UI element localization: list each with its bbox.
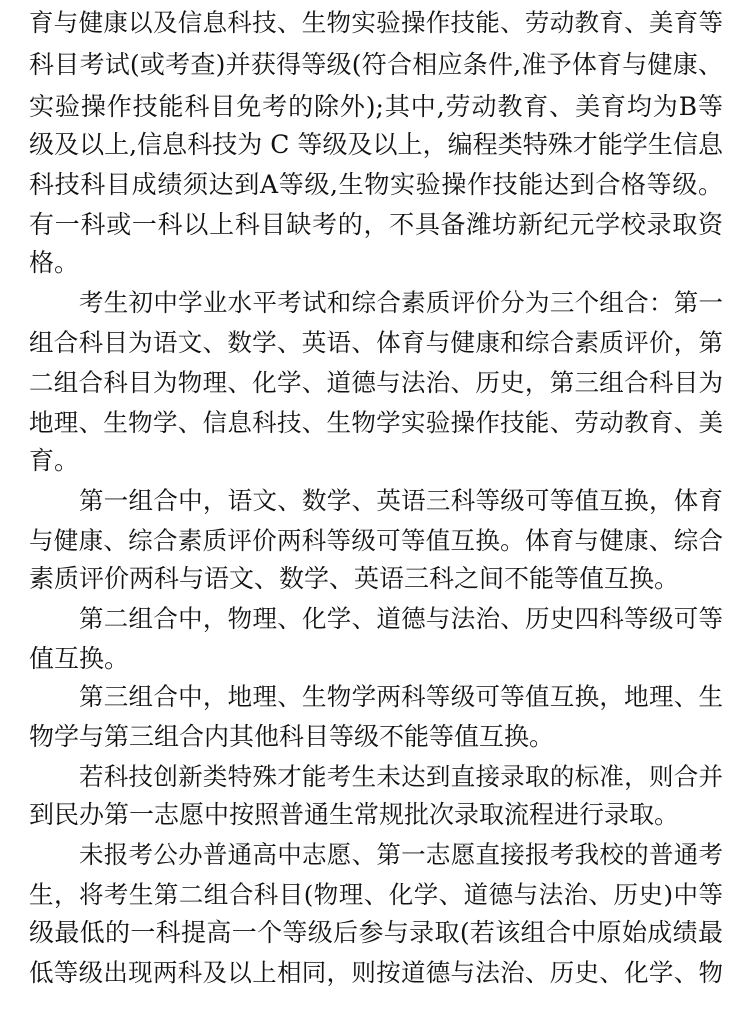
text-line: 生，将考生第二组合科目(物理、化学、道德与法治、历史)中等 xyxy=(29,880,723,909)
text-line: 值互换。 xyxy=(29,644,130,673)
paragraph-first-line: 若科技创新类特殊才能考生未达到直接录取的标准，则合并 xyxy=(79,762,723,791)
text-line: 组合科目为语文、数学、英语、体育与健康和综合素质评价，第 xyxy=(29,328,723,357)
text-line: 级最低的一科提高一个等级后参与录取(若该组合中原始成绩最 xyxy=(29,918,723,947)
text-line: 到民办第一志愿中按照普通生常规批次录取流程进行录取。 xyxy=(29,800,680,829)
paragraph-first-line: 第一组合中，语文、数学、英语三科等级可等值互换，体育 xyxy=(79,486,723,515)
text-line: 级及以上,信息科技为 C 等级及以上，编程类特殊才能学生信息 xyxy=(29,130,723,159)
text-line: 二组合科目为物理、化学、道德与法治、历史，第三组合科目为 xyxy=(29,368,723,397)
text-line: 物学与第三组合内其他科目等级不能等值互换。 xyxy=(29,722,555,751)
text-line: 有一科或一科以上科目缺考的，不具备潍坊新纪元学校录取资 xyxy=(29,210,723,239)
text-line: 格。 xyxy=(29,248,80,277)
text-line: 实验操作技能科目免考的除外);其中,劳动教育、美育均为B等 xyxy=(29,92,723,121)
text-line: 科技科目成绩须达到A等级,生物实验操作技能达到合格等级。 xyxy=(29,170,723,199)
text-line: 科目考试(或考查)并获得等级(符合相应条件,准予体育与健康、 xyxy=(29,50,723,79)
text-line: 低等级出现两科及以上相同，则按道德与法治、历史、化学、物 xyxy=(29,958,723,987)
paragraph-first-line: 第二组合中，物理、化学、道德与法治、历史四科等级可等 xyxy=(79,604,723,633)
text-line: 育。 xyxy=(29,446,80,475)
paragraph-first-line: 考生初中学业水平考试和综合素质评价分为三个组合：第一 xyxy=(79,288,723,317)
text-line: 与健康、综合素质评价两科等级可等值互换。体育与健康、综合 xyxy=(29,526,723,555)
text-line: 育与健康以及信息科技、生物实验操作技能、劳动教育、美育等 xyxy=(29,8,723,37)
paragraph-first-line: 第三组合中，地理、生物学两科等级可等值互换，地理、生 xyxy=(79,682,723,711)
paragraph-first-line: 未报考公办普通高中志愿、第一志愿直接报考我校的普通考 xyxy=(79,840,723,869)
text-line: 素质评价两科与语文、数学、英语三科之间不能等值互换。 xyxy=(29,564,680,593)
text-line: 地理、生物学、信息科技、生物学实验操作技能、劳动教育、美 xyxy=(29,408,723,437)
